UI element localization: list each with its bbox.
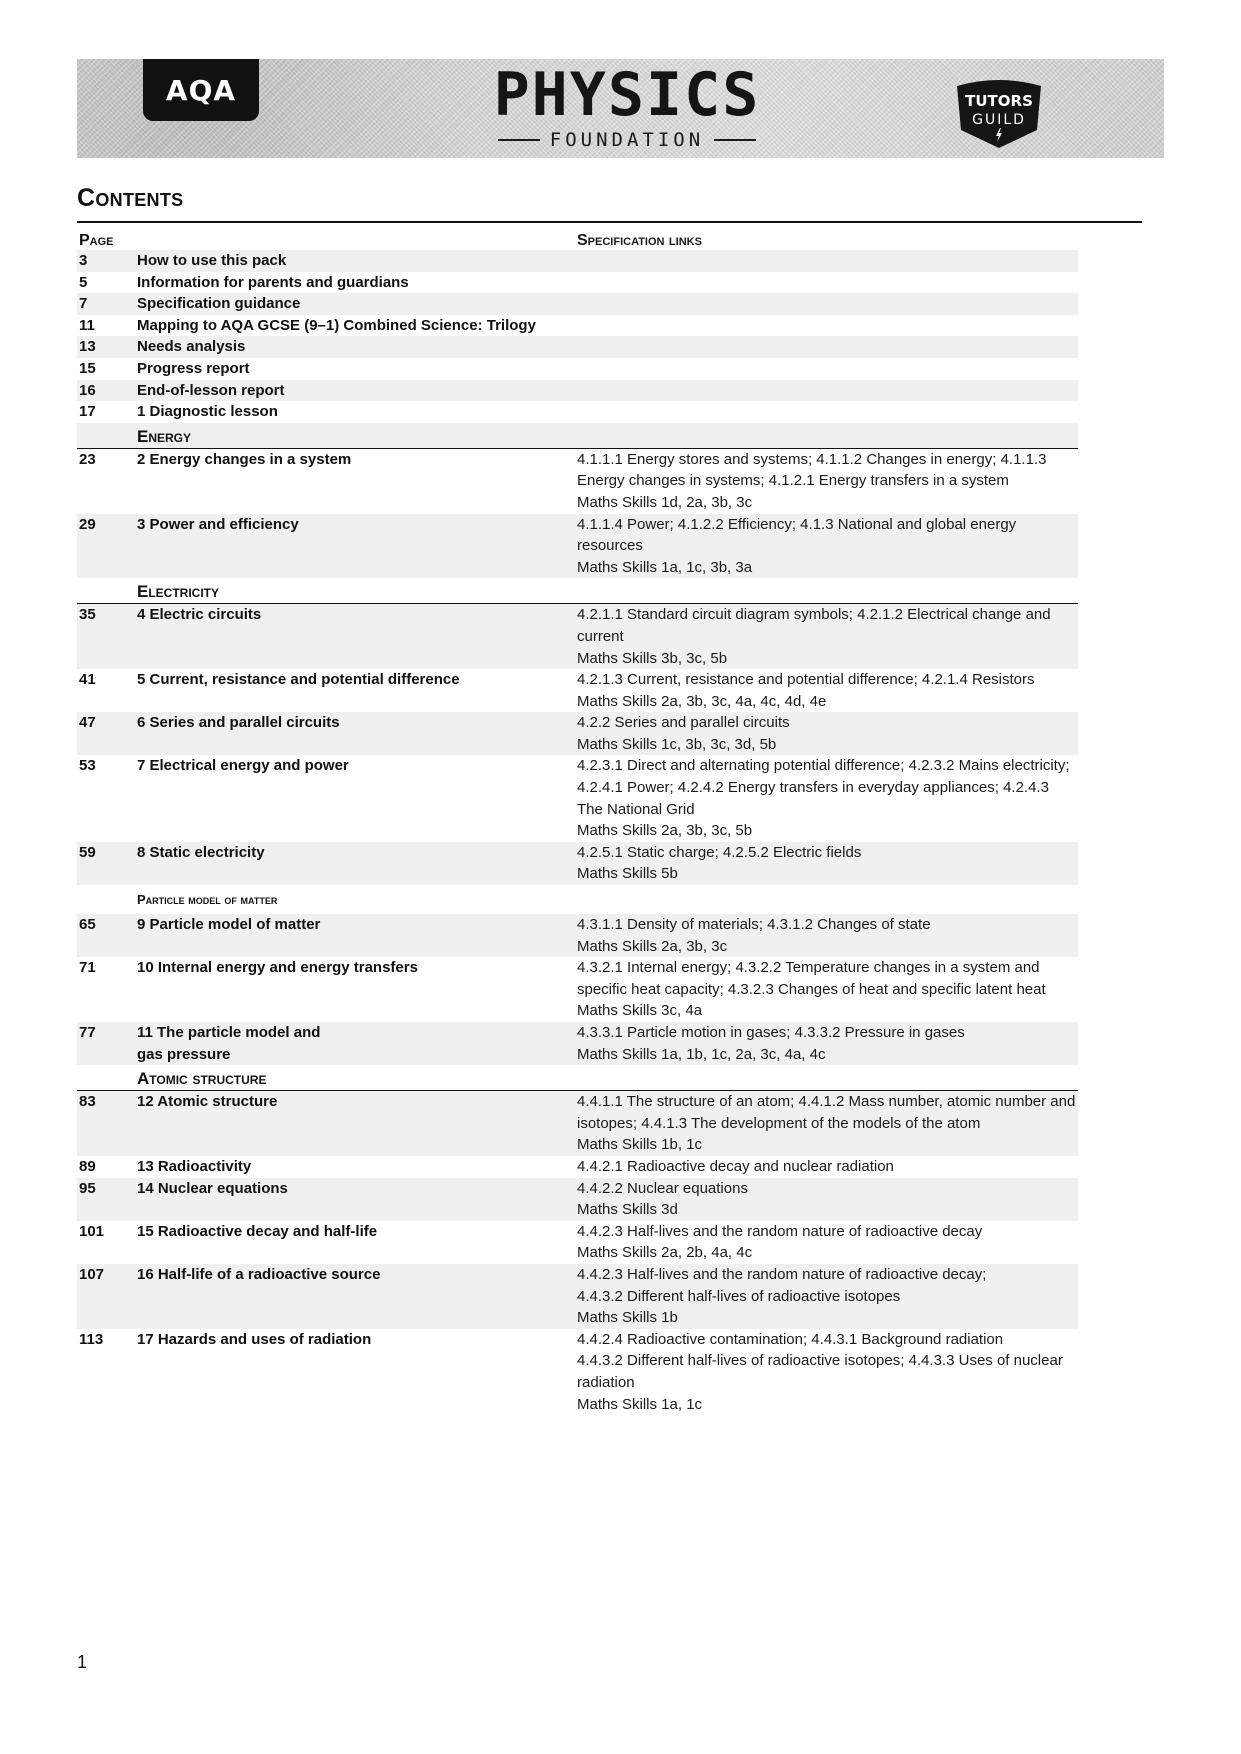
row-lesson-title: Specification guidance bbox=[137, 295, 301, 313]
contents-row bbox=[77, 1264, 1078, 1329]
contents-row bbox=[77, 669, 1078, 712]
row-page-number: 35 bbox=[79, 606, 96, 624]
row-page-number: 113 bbox=[79, 1330, 104, 1348]
row-spec-links: 4.2.1.3 Current, resistance and potential difference; 4.2.1.4 Resistors Maths Skills 2a, 3b, 3c, 4a, 4c, 4d, 4e bbox=[577, 671, 1035, 710]
row-page-number: 95 bbox=[79, 1179, 96, 1197]
column-header-row bbox=[77, 224, 1078, 250]
row-page-number: 71 bbox=[79, 959, 96, 977]
row-page-number: 15 bbox=[79, 359, 96, 377]
row-lesson-title: Mapping to AQA GCSE (9–1) Combined Science: Trilogy bbox=[137, 316, 536, 334]
contents-row bbox=[77, 1156, 1078, 1178]
row-lesson-title: 9 Particle model of matter bbox=[137, 916, 321, 934]
contents-row bbox=[77, 957, 1078, 1022]
row-page-number: 89 bbox=[79, 1157, 96, 1175]
row-lesson-title: Information for parents and guardians bbox=[137, 273, 409, 291]
row-page-number: 107 bbox=[79, 1265, 105, 1283]
row-spec-links: 4.4.2.3 Half-lives and the random nature of radioactive decay; 4.4.3.2 Different half-lives of radioactive isotopes Maths Skills 1b bbox=[577, 1265, 987, 1327]
row-lesson-title: Needs analysis bbox=[137, 338, 246, 356]
row-page-number: 59 bbox=[79, 843, 96, 861]
row-lesson-title: 7 Electrical energy and power bbox=[137, 757, 349, 775]
contents-table bbox=[77, 224, 1078, 1415]
row-spec-links bbox=[577, 401, 1078, 423]
column-header-page: Page bbox=[79, 232, 114, 249]
row-spec-links: 4.4.2.3 Half-lives and the random nature of radioactive decay Maths Skills 2a, 2b, 4a, 4c bbox=[577, 1222, 983, 1262]
section-heading-row bbox=[77, 885, 1078, 914]
banner-subtitle-row bbox=[477, 129, 777, 151]
row-lesson-title: 3 Power and efficiency bbox=[137, 515, 299, 533]
row-lesson-title: 11 The particle model and gas pressure bbox=[137, 1024, 321, 1063]
row-lesson-title: 12 Atomic structure bbox=[137, 1093, 278, 1111]
contents-row bbox=[77, 380, 1078, 402]
row-page-number: 29 bbox=[79, 515, 96, 533]
row-lesson-title: 14 Nuclear equations bbox=[137, 1179, 288, 1197]
contents-row bbox=[77, 914, 1078, 957]
row-spec-links: 4.4.1.1 The structure of an atom; 4.4.1.2 Mass number, atomic number and isotopes; 4.4.1.3 The development of the models of the atom Maths Skills 1b, 1c bbox=[577, 1093, 1076, 1154]
contents-heading-text: Contents bbox=[77, 184, 184, 212]
row-spec-links: 4.3.3.1 Particle motion in gases; 4.3.3.2 Pressure in gases Maths Skills 1a, 1b, 1c, 2a, 3c, 4a, 4c bbox=[577, 1024, 965, 1063]
row-page-number: 47 bbox=[79, 714, 96, 732]
contents-row bbox=[77, 1178, 1078, 1221]
heading-rule bbox=[77, 221, 1142, 223]
aqa-logo-text: AQA bbox=[165, 73, 237, 107]
row-page-number: 7 bbox=[79, 295, 88, 313]
contents-rows bbox=[77, 250, 1078, 1415]
contents-row bbox=[77, 1022, 1078, 1065]
section-heading: Energy bbox=[137, 426, 192, 446]
row-lesson-title: 13 Radioactivity bbox=[137, 1157, 252, 1175]
tutors-guild-logo-line1: TUTORS bbox=[965, 92, 1033, 110]
row-lesson-title: 1 Diagnostic lesson bbox=[137, 403, 278, 421]
row-spec-links: 4.2.2 Series and parallel circuits Maths Skills 1c, 3b, 3c, 3d, 5b bbox=[577, 714, 790, 753]
contents-row bbox=[77, 401, 1078, 423]
contents-row bbox=[77, 293, 1078, 315]
section-heading-row bbox=[77, 423, 1078, 449]
row-page-number: 16 bbox=[79, 381, 96, 399]
row-lesson-title: 2 Energy changes in a system bbox=[137, 450, 352, 468]
section-heading: Particle model of matter bbox=[137, 891, 278, 907]
contents-row bbox=[77, 1329, 1078, 1415]
row-spec-links bbox=[577, 315, 1078, 337]
row-page-number: 3 bbox=[79, 252, 88, 269]
contents-row bbox=[77, 604, 1078, 669]
row-page-number: 77 bbox=[79, 1024, 96, 1041]
row-lesson-title: Progress report bbox=[137, 359, 250, 377]
section-heading: Electricity bbox=[137, 582, 220, 602]
aqa-logo bbox=[143, 59, 259, 121]
row-lesson-title: 10 Internal energy and energy transfers bbox=[137, 959, 418, 977]
row-spec-links: 4.4.2.2 Nuclear equations Maths Skills 3d bbox=[577, 1179, 748, 1219]
row-spec-links: 4.1.1.4 Power; 4.1.2.2 Efficiency; 4.1.3 National and global energy resources Maths Skills 1a, 1c, 3b, 3a bbox=[577, 515, 1017, 576]
row-lesson-title: 8 Static electricity bbox=[137, 843, 265, 861]
row-page-number: 65 bbox=[79, 916, 96, 934]
row-page-number: 41 bbox=[79, 671, 96, 689]
row-spec-links: 4.1.1.1 Energy stores and systems; 4.1.1.2 Changes in energy; 4.1.1.3 Energy changes in systems; 4.1.2.1 Energy transfers in a system Maths Skills 1d, 2a, 3b, 3c bbox=[577, 450, 1047, 511]
row-spec-links bbox=[577, 336, 1078, 358]
row-page-number: 13 bbox=[79, 338, 96, 356]
row-lesson-title: 16 Half-life of a radioactive source bbox=[137, 1265, 381, 1283]
contents-row bbox=[77, 315, 1078, 337]
banner-subtitle: FOUNDATION bbox=[549, 129, 705, 151]
row-spec-links: 4.4.2.4 Radioactive contamination; 4.4.3.1 Background radiation 4.4.3.2 Different half-lives of radioactive isotopes; 4.4.3.3 Uses of nuclear radiation Maths Skills 1a, 1c bbox=[577, 1330, 1063, 1413]
row-page-number: 17 bbox=[79, 403, 96, 421]
row-spec-links bbox=[577, 380, 1078, 402]
tutors-guild-logo-line2: GUILD bbox=[972, 112, 1026, 128]
contents-heading bbox=[77, 184, 183, 213]
contents-row bbox=[77, 842, 1078, 885]
header-banner bbox=[77, 59, 1164, 158]
row-page-number: 83 bbox=[79, 1093, 96, 1111]
row-spec-links bbox=[577, 293, 1078, 315]
contents-row bbox=[77, 336, 1078, 358]
row-lesson-title: How to use this pack bbox=[137, 252, 287, 269]
banner-title-block bbox=[477, 60, 777, 151]
row-spec-links bbox=[577, 358, 1078, 380]
contents-row bbox=[77, 358, 1078, 380]
contents-row bbox=[77, 1221, 1078, 1264]
row-spec-links: 4.3.1.1 Density of materials; 4.3.1.2 Changes of state Maths Skills 2a, 3b, 3c bbox=[577, 916, 931, 955]
contents-row bbox=[77, 250, 1078, 272]
row-spec-links bbox=[577, 272, 1078, 294]
contents-row bbox=[77, 272, 1078, 294]
contents-row bbox=[77, 449, 1078, 514]
row-spec-links: 4.3.2.1 Internal energy; 4.3.2.2 Temperature changes in a system and specific heat capacity; 4.3.2.3 Changes of heat and specific latent heat Maths Skills 3c, 4a bbox=[577, 959, 1046, 1020]
row-page-number: 53 bbox=[79, 757, 96, 775]
banner-title: PHYSICS bbox=[493, 60, 761, 130]
row-page-number: 11 bbox=[79, 316, 95, 334]
row-lesson-title: 5 Current, resistance and potential difference bbox=[137, 671, 460, 689]
page-number: 1 bbox=[77, 1652, 88, 1672]
row-spec-links: 4.2.1.1 Standard circuit diagram symbols; 4.2.1.2 Electrical change and current Maths Skills 3b, 3c, 5b bbox=[577, 606, 1051, 667]
row-spec-links: 4.2.5.1 Static charge; 4.2.5.2 Electric fields Maths Skills 5b bbox=[577, 843, 862, 883]
section-heading: Atomic structure bbox=[137, 1069, 267, 1089]
row-lesson-title: 4 Electric circuits bbox=[137, 606, 262, 624]
row-lesson-title: 17 Hazards and uses of radiation bbox=[137, 1330, 372, 1348]
contents-row bbox=[77, 755, 1078, 841]
row-spec-links bbox=[577, 250, 1078, 272]
tutors-guild-logo bbox=[951, 76, 1047, 150]
row-spec-links: 4.2.3.1 Direct and alternating potential difference; 4.2.3.2 Mains electricity; 4.2.4.1 Power; 4.2.4.2 Energy transfers in everyday appliances; 4.2.4.3 The National Grid Maths Skills 2a, 3b, 3c, 5b bbox=[577, 757, 1070, 840]
row-page-number: 23 bbox=[79, 450, 96, 468]
row-page-number: 5 bbox=[79, 273, 88, 291]
row-page-number: 101 bbox=[79, 1222, 105, 1240]
row-spec-links: 4.4.2.1 Radioactive decay and nuclear radiation bbox=[577, 1157, 894, 1175]
section-heading-row bbox=[77, 578, 1078, 604]
contents-row bbox=[77, 514, 1078, 579]
subtitle-dash-right bbox=[714, 139, 756, 141]
subtitle-dash-left bbox=[498, 139, 540, 141]
row-lesson-title: 15 Radioactive decay and half-life bbox=[137, 1222, 378, 1240]
column-header-spec: Specification links bbox=[577, 232, 702, 249]
section-heading-row bbox=[77, 1065, 1078, 1091]
row-lesson-title: 6 Series and parallel circuits bbox=[137, 714, 340, 732]
contents-row bbox=[77, 1091, 1078, 1156]
row-lesson-title: End-of-lesson report bbox=[137, 381, 285, 399]
contents-row bbox=[77, 712, 1078, 755]
